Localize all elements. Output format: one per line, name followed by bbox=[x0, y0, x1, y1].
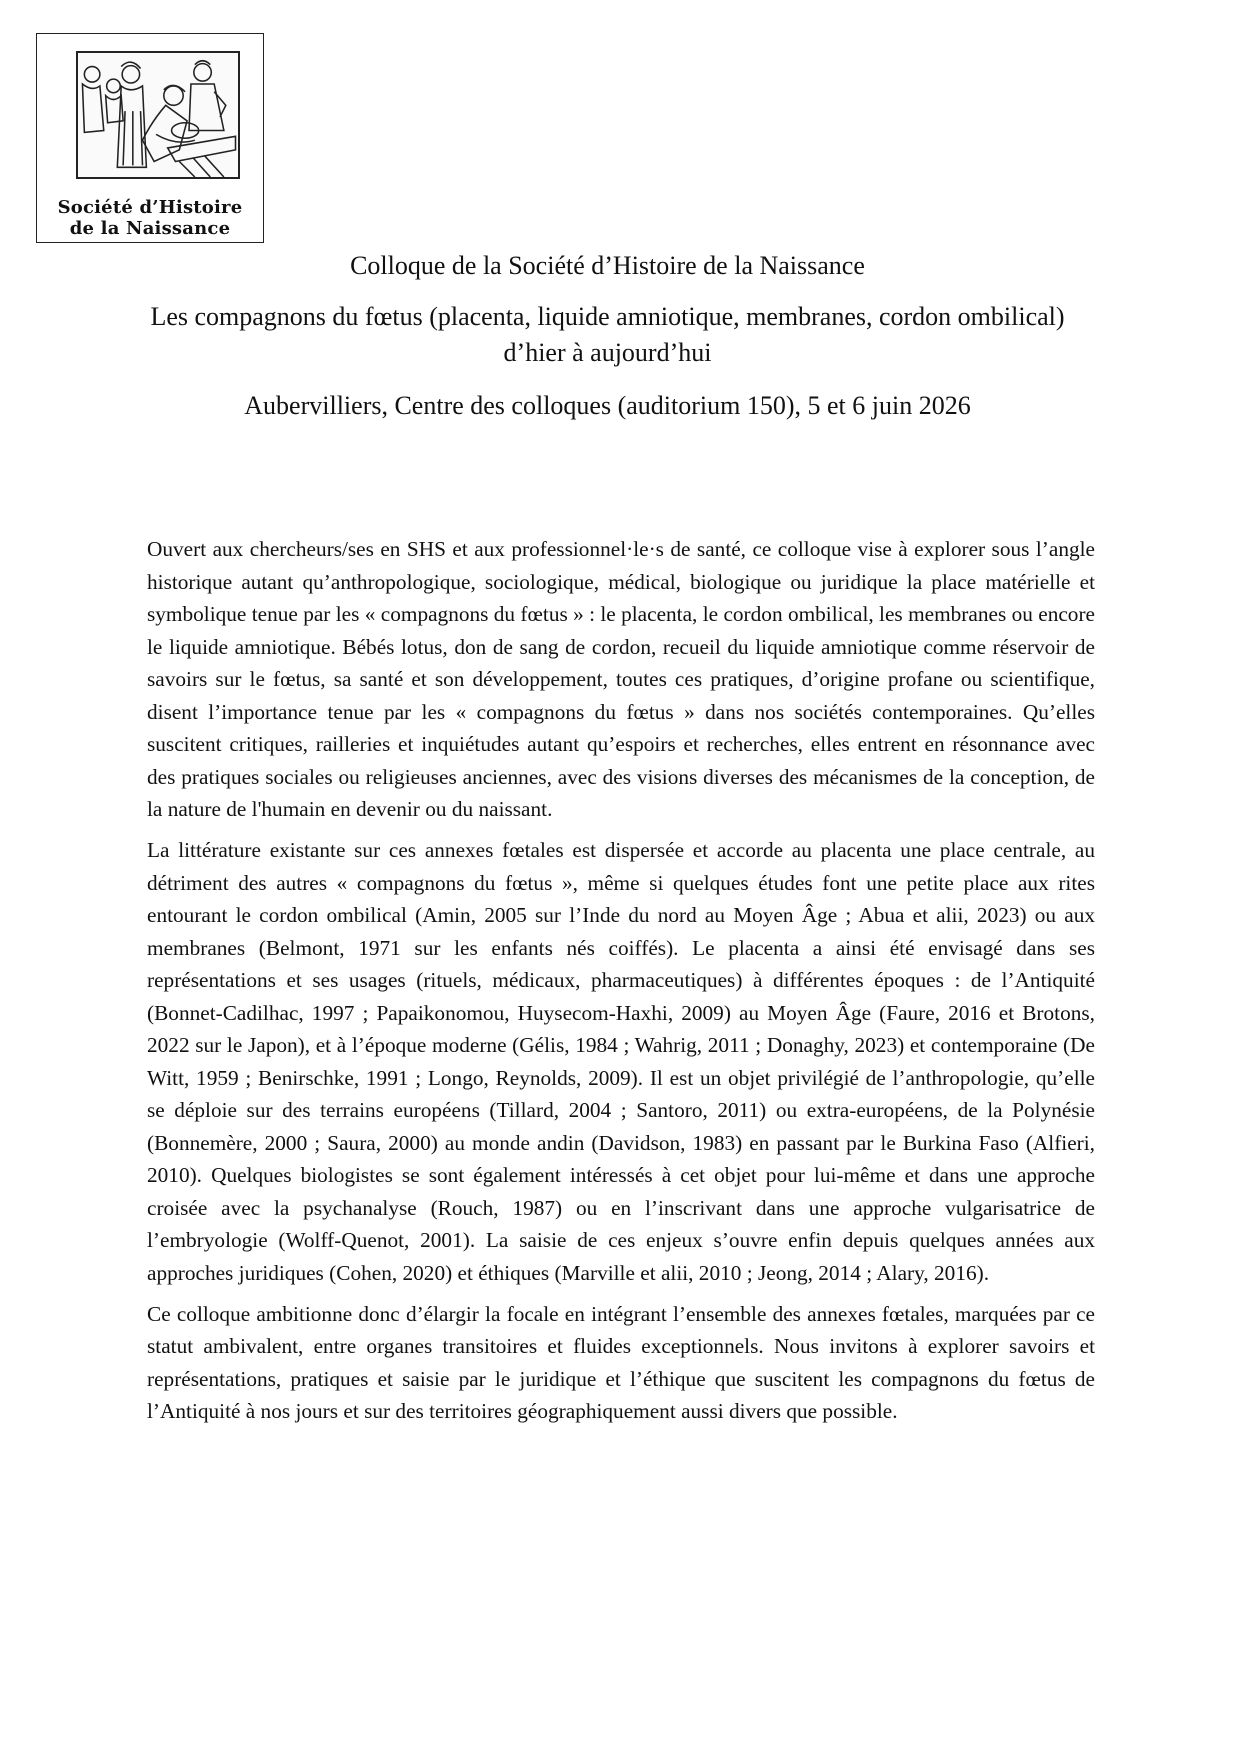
colloquium-location-date: Aubervilliers, Centre des colloques (auditorium 150), 5 et 6 juin 2026 bbox=[244, 391, 971, 420]
paragraph-introduction: Ouvert aux chercheurs/ses en SHS et aux professionnel·le·s de santé, ce colloque vise à explorer sous l’angle historique autant qu’anthropologique, sociologique, médical, biologique ou juridique la place matérielle et symbolique tenue par les « compagnons du fœtus » : le placenta, le cordon ombilical, les membranes ou encore le liquide amniotique. Bébés lotus, don de sang de cordon, recueil du liquide amniotique comme réservoir de savoirs sur le fœtus, sa santé et son développement, toutes ces pratiques, d’origine profane ou scientifique, disent l’importance tenue par les « compagnons du fœtus » dans nos sociétés contemporaines. Qu’elles suscitent critiques, railleries et inquiétudes autant qu’espoirs et recherches, elles entrent en résonnance avec des pratiques sociales ou religieuses anciennes, avec des visions diverses des mécanismes de la conception, de la nature de l'humain en devenir ou du naissant. bbox=[147, 537, 1095, 821]
logo-title-line2: de la Naissance bbox=[69, 218, 231, 239]
paragraph-objectives: Ce colloque ambitionne donc d’élargir la focale en intégrant l’ensemble des annexes fœtales, marquées par ce statut ambivalent, entre organes transitoires et fluides exceptionnels. Nous invitons à explorer savoirs et représentations, pratiques et saisie par le juridique et l’éthique que suscitent les compagnons du fœtus de l’Antiquité à nos jours et sur des territoires géographiquement aussi divers que possible. bbox=[147, 1301, 1095, 1423]
society-logo bbox=[36, 33, 264, 243]
colloquium-theme: Les compagnons du fœtus (placenta, liquide amniotique, membranes, cordon ombilical) d’hier à aujourd’hui bbox=[150, 302, 1065, 367]
colloquium-title: Colloque de la Société d’Histoire de la Naissance bbox=[350, 251, 865, 280]
call-for-papers-body bbox=[147, 533, 1095, 1436]
logo-title-line1: Société d’Histoire bbox=[57, 197, 243, 218]
paragraph-literature-review: La littérature existante sur ces annexes fœtales est dispersée et accorde au placenta une place centrale, au détriment des autres « compagnons du fœtus », même si quelques études font une petite place aux rites entourant le cordon ombilical (Amin, 2005 sur l’Inde du nord au Moyen Âge ; Abua et alii, 2023) ou aux membranes (Belmont, 1971 sur les enfants nés coiffés). Le placenta a ainsi été envisagé dans ses représentations et ses usages (rituels, médicaux, pharmaceutiques) à différentes époques : de l’Antiquité (Bonnet-Cadilhac, 1997 ; Papaikonomou, Huysecom-Haxhi, 2009) au Moyen Âge (Faure, 2016 et Brotons, 2022 sur le Japon), et à l’époque moderne (Gélis, 1984 ; Wahrig, 2011 ; Donaghy, 2023) et contemporaine (De Witt, 1959 ; Benirschke, 1991 ; Longo, Reynolds, 2009). Il est un objet privilégié de l’anthropologie, qu’elle se déploie sur des terrains européens (Tillard, 2004 ; Santoro, 2011) ou extra-européens, de la Polynésie (Bonnemère, 2000 ; Saura, 2000) au monde andin (Davidson, 1983) en passant par le Burkina Faso (Alfieri, 2010). Quelques biologistes se sont également intéressés à cet objet pour lui-même et dans une approche croisée avec la psychanalyse (Rouch, 1987) ou en l’inscrivant dans une approche vulgarisatrice de l’embryologie (Wolff-Quenot, 2001). La saisie de ces enjeux s’ouvre enfin depuis quelques années aux approches juridiques (Cohen, 2020) et éthiques (Marville et alii, 2010 ; Jeong, 2014 ; Alary, 2016). bbox=[147, 838, 1095, 1285]
birth-scene-illustration-icon bbox=[76, 51, 240, 179]
